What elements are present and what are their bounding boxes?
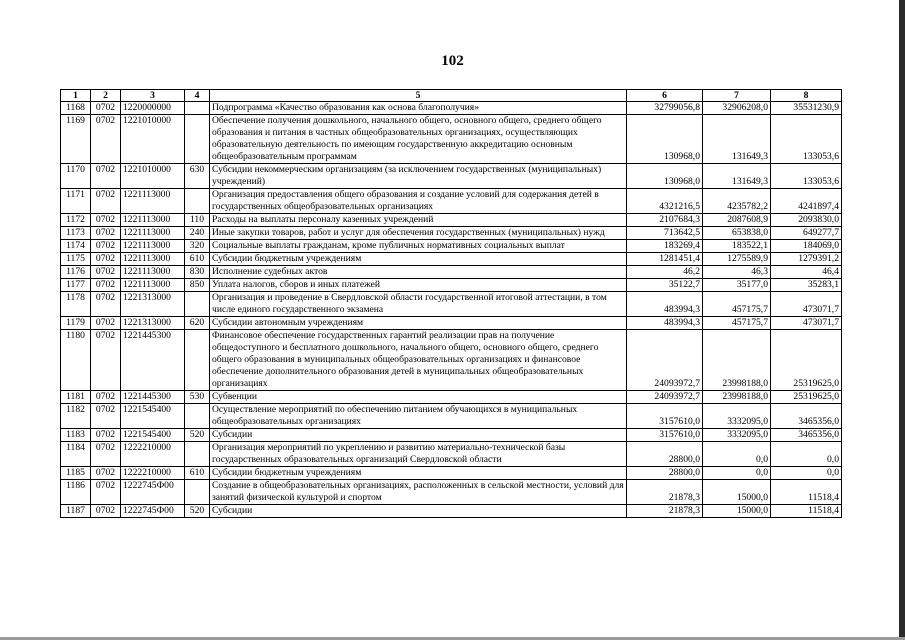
item-name-cell: Расходы на выплаты персоналу казенных учреждений bbox=[210, 214, 627, 227]
expense-type-cell bbox=[185, 292, 210, 317]
amount-col6-cell: 28800,0 bbox=[627, 467, 703, 480]
amount-col8-cell: 3465356,0 bbox=[771, 404, 842, 429]
table-row bbox=[61, 227, 842, 240]
expense-type-cell: 630 bbox=[185, 164, 210, 189]
target-article-cell: 1221113000 bbox=[121, 279, 185, 292]
section-code-cell: 0702 bbox=[91, 317, 121, 330]
amount-col6-cell: 713642,5 bbox=[627, 227, 703, 240]
table-row bbox=[61, 164, 842, 189]
section-code-cell: 0702 bbox=[91, 227, 121, 240]
amount-col7-cell: 2087608,9 bbox=[703, 214, 771, 227]
amount-col6-cell: 130968,0 bbox=[627, 115, 703, 164]
table-row bbox=[61, 253, 842, 266]
table-row bbox=[61, 240, 842, 253]
section-code-cell: 0702 bbox=[91, 214, 121, 227]
amount-col6-cell: 21878,3 bbox=[627, 505, 703, 518]
table-body bbox=[61, 102, 842, 518]
row-number-cell: 1187 bbox=[61, 505, 91, 518]
section-code-cell: 0702 bbox=[91, 292, 121, 317]
target-article-cell: 1221010000 bbox=[121, 164, 185, 189]
target-article-cell: 1221545400 bbox=[121, 429, 185, 442]
amount-col6-cell: 35122,7 bbox=[627, 279, 703, 292]
amount-col7-cell: 131649,3 bbox=[703, 164, 771, 189]
section-code-cell: 0702 bbox=[91, 266, 121, 279]
item-name-cell: Субсидии некоммерческим организациям (за исключением государственных (муниципальных) учреждений) bbox=[210, 164, 627, 189]
row-number-cell: 1172 bbox=[61, 214, 91, 227]
amount-col8-cell: 25319625,0 bbox=[771, 330, 842, 391]
row-number-cell: 1179 bbox=[61, 317, 91, 330]
expense-type-cell: 610 bbox=[185, 467, 210, 480]
row-number-cell: 1182 bbox=[61, 404, 91, 429]
amount-col7-cell: 23998188,0 bbox=[703, 330, 771, 391]
table-row bbox=[61, 214, 842, 227]
item-name-cell: Обеспечение получения дошкольного, начального общего, основного общего, среднего общего образования и питания в частных общеобразовательных организациях, осуществляющих образовательную деятельность по имеющим государственную аккредитацию основным общеобразовательным программам bbox=[210, 115, 627, 164]
item-name-cell: Организация мероприятий по укреплению и развитию материально-технической базы государственных образовательных организаций Свердловской области bbox=[210, 442, 627, 467]
expense-type-cell bbox=[185, 189, 210, 214]
amount-col7-cell: 653838,0 bbox=[703, 227, 771, 240]
column-header: 5 bbox=[210, 90, 627, 102]
row-number-cell: 1169 bbox=[61, 115, 91, 164]
amount-col8-cell: 473071,7 bbox=[771, 317, 842, 330]
expense-type-cell: 610 bbox=[185, 253, 210, 266]
amount-col7-cell: 46,3 bbox=[703, 266, 771, 279]
column-header: 8 bbox=[771, 90, 842, 102]
row-number-cell: 1183 bbox=[61, 429, 91, 442]
expense-type-cell: 850 bbox=[185, 279, 210, 292]
amount-col6-cell: 3157610,0 bbox=[627, 404, 703, 429]
expense-type-cell bbox=[185, 330, 210, 391]
amount-col7-cell: 35177,0 bbox=[703, 279, 771, 292]
item-name-cell: Субсидии bbox=[210, 429, 627, 442]
target-article-cell: 1221445300 bbox=[121, 391, 185, 404]
item-name-cell: Организация предоставления общего образования и создание условий для содержания детей в государственных общеобразовательных организациях bbox=[210, 189, 627, 214]
item-name-cell: Осуществление мероприятий по обеспечению питанием обучающихся в муниципальных общеобразовательных организациях bbox=[210, 404, 627, 429]
target-article-cell: 1221313000 bbox=[121, 292, 185, 317]
section-code-cell: 0702 bbox=[91, 391, 121, 404]
item-name-cell: Субсидии bbox=[210, 505, 627, 518]
section-code-cell: 0702 bbox=[91, 429, 121, 442]
amount-col7-cell: 0,0 bbox=[703, 467, 771, 480]
amount-col8-cell: 4241897,4 bbox=[771, 189, 842, 214]
amount-col8-cell: 11518,4 bbox=[771, 505, 842, 518]
row-number-cell: 1178 bbox=[61, 292, 91, 317]
expense-type-cell bbox=[185, 115, 210, 164]
target-article-cell: 1221010000 bbox=[121, 115, 185, 164]
item-name-cell: Финансовое обеспечение государственных гарантий реализации прав на получение общедоступного и бесплатного дошкольного, начального общего, основного общего, среднего общего образования в муниципальных общеобразовательных организациях и финансовое обеспечение дополнительного образования детей в муниципальных общеобразовательных организациях bbox=[210, 330, 627, 391]
item-name-cell: Подпрограмма «Качество образования как основа благополучия» bbox=[210, 102, 627, 115]
row-number-cell: 1180 bbox=[61, 330, 91, 391]
scan-edge-right bbox=[899, 0, 905, 640]
row-number-cell: 1171 bbox=[61, 189, 91, 214]
amount-col8-cell: 2093830,0 bbox=[771, 214, 842, 227]
amount-col8-cell: 133053,6 bbox=[771, 164, 842, 189]
target-article-cell: 1221113000 bbox=[121, 266, 185, 279]
expense-type-cell: 520 bbox=[185, 505, 210, 518]
expense-type-cell: 620 bbox=[185, 317, 210, 330]
column-header: 1 bbox=[61, 90, 91, 102]
item-name-cell: Иные закупки товаров, работ и услуг для обеспечения государственных (муниципальных) нужд bbox=[210, 227, 627, 240]
table-row bbox=[61, 429, 842, 442]
amount-col7-cell: 32906208,0 bbox=[703, 102, 771, 115]
amount-col7-cell: 457175,7 bbox=[703, 317, 771, 330]
expense-type-cell: 240 bbox=[185, 227, 210, 240]
table-row bbox=[61, 102, 842, 115]
target-article-cell: 1221113000 bbox=[121, 214, 185, 227]
amount-col6-cell: 32799056,8 bbox=[627, 102, 703, 115]
amount-col8-cell: 3465356,0 bbox=[771, 429, 842, 442]
budget-table bbox=[60, 89, 842, 518]
target-article-cell: 1221545400 bbox=[121, 404, 185, 429]
page-number: 102 bbox=[441, 53, 464, 69]
table-row bbox=[61, 505, 842, 518]
row-number-cell: 1177 bbox=[61, 279, 91, 292]
amount-col7-cell: 457175,7 bbox=[703, 292, 771, 317]
amount-col8-cell: 133053,6 bbox=[771, 115, 842, 164]
row-number-cell: 1186 bbox=[61, 480, 91, 505]
amount-col7-cell: 131649,3 bbox=[703, 115, 771, 164]
expense-type-cell: 530 bbox=[185, 391, 210, 404]
expense-type-cell bbox=[185, 404, 210, 429]
section-code-cell: 0702 bbox=[91, 240, 121, 253]
amount-col8-cell: 473071,7 bbox=[771, 292, 842, 317]
section-code-cell: 0702 bbox=[91, 102, 121, 115]
expense-type-cell bbox=[185, 442, 210, 467]
amount-col8-cell: 184069,0 bbox=[771, 240, 842, 253]
target-article-cell: 1222210000 bbox=[121, 467, 185, 480]
amount-col6-cell: 21878,3 bbox=[627, 480, 703, 505]
section-code-cell: 0702 bbox=[91, 279, 121, 292]
row-number-cell: 1176 bbox=[61, 266, 91, 279]
amount-col8-cell: 25319625,0 bbox=[771, 391, 842, 404]
section-code-cell: 0702 bbox=[91, 189, 121, 214]
amount-col7-cell: 15000,0 bbox=[703, 480, 771, 505]
amount-col7-cell: 3332095,0 bbox=[703, 429, 771, 442]
target-article-cell: 1222210000 bbox=[121, 442, 185, 467]
column-header: 2 bbox=[91, 90, 121, 102]
table-row bbox=[61, 442, 842, 467]
item-name-cell: Социальные выплаты гражданам, кроме публичных нормативных социальных выплат bbox=[210, 240, 627, 253]
amount-col6-cell: 483994,3 bbox=[627, 317, 703, 330]
section-code-cell: 0702 bbox=[91, 330, 121, 391]
expense-type-cell: 320 bbox=[185, 240, 210, 253]
amount-col6-cell: 130968,0 bbox=[627, 164, 703, 189]
row-number-cell: 1173 bbox=[61, 227, 91, 240]
target-article-cell: 1221113000 bbox=[121, 189, 185, 214]
target-article-cell: 1221113000 bbox=[121, 227, 185, 240]
row-number-cell: 1175 bbox=[61, 253, 91, 266]
section-code-cell: 0702 bbox=[91, 253, 121, 266]
amount-col8-cell: 0,0 bbox=[771, 442, 842, 467]
amount-col6-cell: 1281451,4 bbox=[627, 253, 703, 266]
item-name-cell: Субсидии автономным учреждениям bbox=[210, 317, 627, 330]
table-row bbox=[61, 467, 842, 480]
amount-col6-cell: 3157610,0 bbox=[627, 429, 703, 442]
amount-col6-cell: 24093972,7 bbox=[627, 330, 703, 391]
item-name-cell: Создание в общеобразовательных организациях, расположенных в сельской местности, условий для занятий физической культурой и спортом bbox=[210, 480, 627, 505]
table-row bbox=[61, 480, 842, 505]
section-code-cell: 0702 bbox=[91, 480, 121, 505]
item-name-cell: Организация и проведение в Свердловской области государственной итоговой аттестации, в том числе единого государственного экзамена bbox=[210, 292, 627, 317]
item-name-cell: Исполнение судебных актов bbox=[210, 266, 627, 279]
target-article-cell: 1220000000 bbox=[121, 102, 185, 115]
amount-col8-cell: 46,4 bbox=[771, 266, 842, 279]
table-row bbox=[61, 279, 842, 292]
column-header: 4 bbox=[185, 90, 210, 102]
target-article-cell: 1221445300 bbox=[121, 330, 185, 391]
amount-col7-cell: 3332095,0 bbox=[703, 404, 771, 429]
amount-col8-cell: 1279391,2 bbox=[771, 253, 842, 266]
amount-col8-cell: 35531230,9 bbox=[771, 102, 842, 115]
row-number-cell: 1174 bbox=[61, 240, 91, 253]
amount-col6-cell: 46,2 bbox=[627, 266, 703, 279]
target-article-cell: 1221113000 bbox=[121, 253, 185, 266]
table-row bbox=[61, 115, 842, 164]
expense-type-cell: 110 bbox=[185, 214, 210, 227]
row-number-cell: 1181 bbox=[61, 391, 91, 404]
expense-type-cell: 520 bbox=[185, 429, 210, 442]
amount-col7-cell: 15000,0 bbox=[703, 505, 771, 518]
amount-col7-cell: 23998188,0 bbox=[703, 391, 771, 404]
section-code-cell: 0702 bbox=[91, 115, 121, 164]
table-header-row bbox=[61, 90, 842, 102]
table-row bbox=[61, 404, 842, 429]
target-article-cell: 1221313000 bbox=[121, 317, 185, 330]
amount-col8-cell: 11518,4 bbox=[771, 480, 842, 505]
amount-col8-cell: 649277,7 bbox=[771, 227, 842, 240]
amount-col7-cell: 4235782,2 bbox=[703, 189, 771, 214]
expense-type-cell: 830 bbox=[185, 266, 210, 279]
section-code-cell: 0702 bbox=[91, 404, 121, 429]
amount-col6-cell: 483994,3 bbox=[627, 292, 703, 317]
table-row bbox=[61, 292, 842, 317]
table-row bbox=[61, 330, 842, 391]
amount-col6-cell: 24093972,7 bbox=[627, 391, 703, 404]
target-article-cell: 1222745Ф00 bbox=[121, 480, 185, 505]
column-header: 7 bbox=[703, 90, 771, 102]
item-name-cell: Субвенции bbox=[210, 391, 627, 404]
item-name-cell: Субсидии бюджетным учреждениям bbox=[210, 467, 627, 480]
row-number-cell: 1184 bbox=[61, 442, 91, 467]
expense-type-cell bbox=[185, 102, 210, 115]
row-number-cell: 1185 bbox=[61, 467, 91, 480]
expense-type-cell bbox=[185, 480, 210, 505]
item-name-cell: Уплата налогов, сборов и иных платежей bbox=[210, 279, 627, 292]
amount-col8-cell: 0,0 bbox=[771, 467, 842, 480]
amount-col6-cell: 183269,4 bbox=[627, 240, 703, 253]
target-article-cell: 1222745Ф00 bbox=[121, 505, 185, 518]
amount-col7-cell: 183522,1 bbox=[703, 240, 771, 253]
section-code-cell: 0702 bbox=[91, 164, 121, 189]
row-number-cell: 1168 bbox=[61, 102, 91, 115]
section-code-cell: 0702 bbox=[91, 442, 121, 467]
column-header: 6 bbox=[627, 90, 703, 102]
item-name-cell: Субсидии бюджетным учреждениям bbox=[210, 253, 627, 266]
amount-col8-cell: 35283,1 bbox=[771, 279, 842, 292]
table-row bbox=[61, 391, 842, 404]
amount-col6-cell: 2107684,3 bbox=[627, 214, 703, 227]
section-code-cell: 0702 bbox=[91, 505, 121, 518]
amount-col7-cell: 1275589,9 bbox=[703, 253, 771, 266]
amount-col6-cell: 4321216,5 bbox=[627, 189, 703, 214]
section-code-cell: 0702 bbox=[91, 467, 121, 480]
target-article-cell: 1221113000 bbox=[121, 240, 185, 253]
table-row bbox=[61, 266, 842, 279]
column-header: 3 bbox=[121, 90, 185, 102]
amount-col7-cell: 0,0 bbox=[703, 442, 771, 467]
table-row bbox=[61, 189, 842, 214]
row-number-cell: 1170 bbox=[61, 164, 91, 189]
table-row bbox=[61, 317, 842, 330]
amount-col6-cell: 28800,0 bbox=[627, 442, 703, 467]
